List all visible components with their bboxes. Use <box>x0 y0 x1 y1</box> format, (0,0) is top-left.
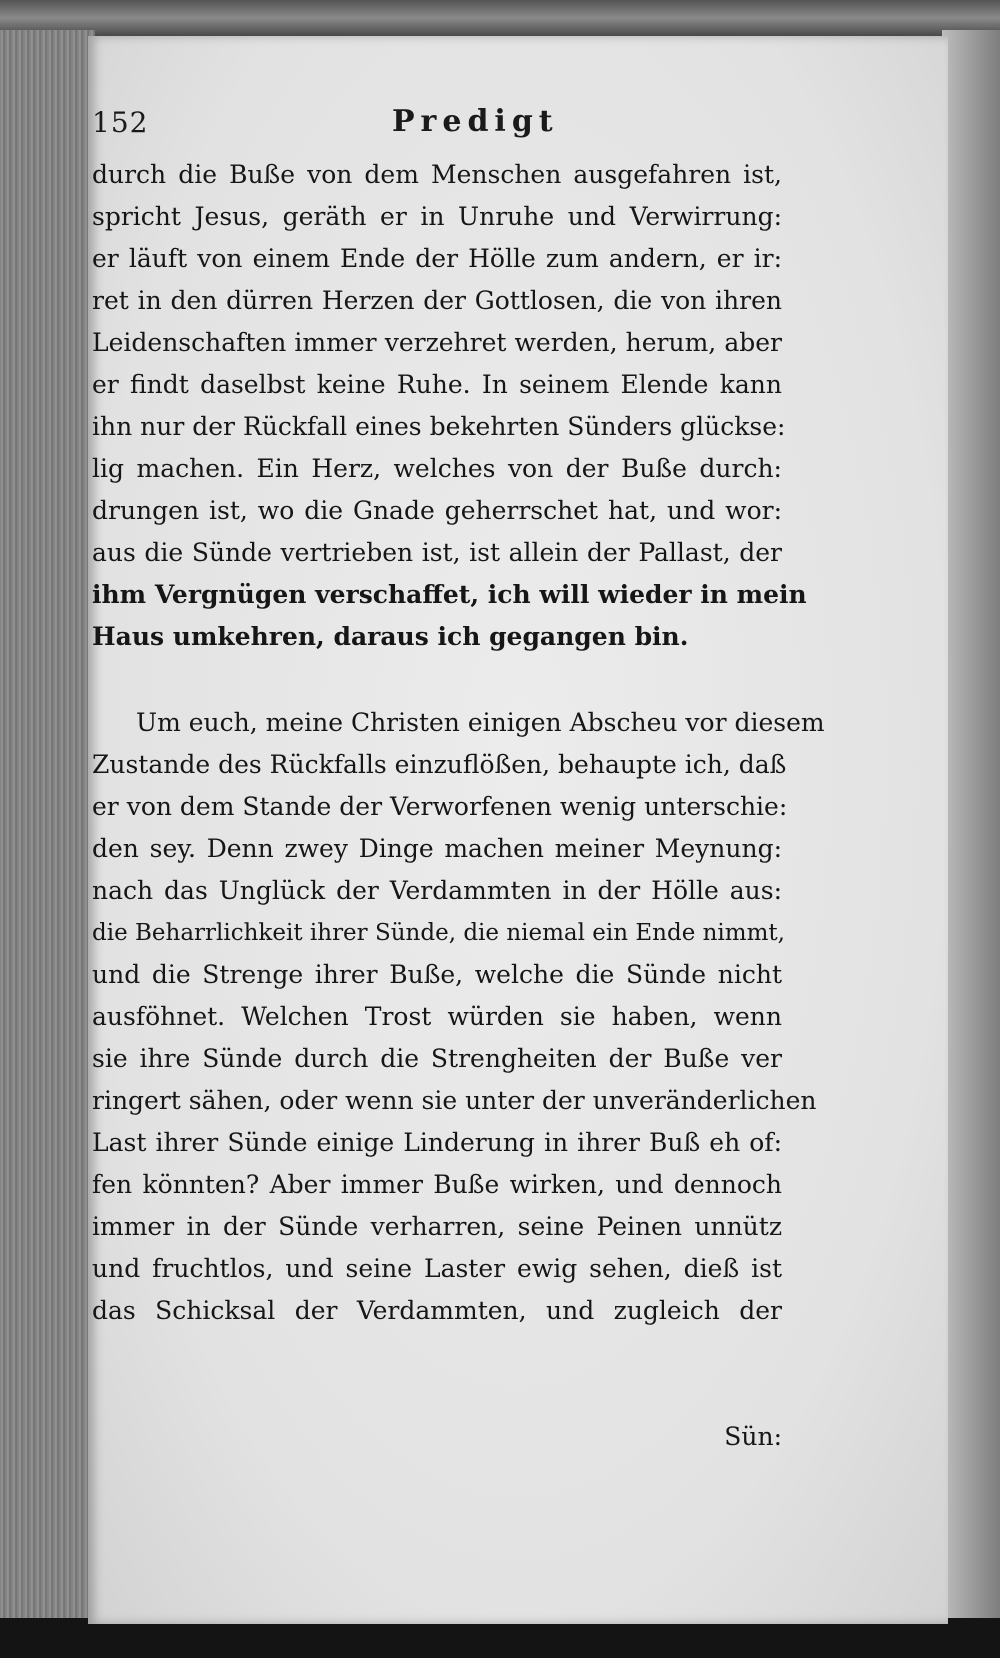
text-line: die Beharrlichkeit ihrer Sünde, die niemal ein Ende nimmt, <box>92 920 785 946</box>
text-line: Leidenschaften immer verzehret werden, herum, aber <box>92 328 782 357</box>
running-head <box>92 86 772 146</box>
text-line: sie ihre Sünde durch die Strengheiten der Buße ver <box>92 1044 782 1073</box>
text-line: er von dem Stande der Verworfenen wenig unterschie: <box>92 792 788 821</box>
scan-background-bottom <box>0 1618 1000 1658</box>
text-line: aus die Sünde vertrieben ist, ist allein der Pallast, der <box>92 538 782 567</box>
text-line: er läuft von einem Ende der Hölle zum andern, er ir: <box>92 244 782 273</box>
text-line: Zustande des Rückfalls einzuflößen, behaupte ich, daß <box>92 750 787 779</box>
text-line: durch die Buße von dem Menschen ausgefahren ist, <box>92 160 782 189</box>
text-line: das Schicksal der Verdammten, und zugleich der <box>92 1296 782 1325</box>
text-line: drungen ist, wo die Gnade geherrschet hat, und wor: <box>92 496 782 525</box>
book-page-stack-right <box>942 30 1000 1630</box>
page-number: 152 <box>92 106 149 139</box>
text-line: ret in den dürren Herzen der Gottlosen, die von ihren <box>92 286 782 315</box>
text-line: und die Strenge ihrer Buße, welche die Sünde nicht <box>92 960 782 989</box>
text-line: er findt daselbst keine Ruhe. In seinem Elende kann <box>92 370 782 399</box>
text-line: und fruchtlos, und seine Laster ewig sehen, dieß ist <box>92 1254 782 1283</box>
catchword: Sün: <box>724 1422 782 1451</box>
text-line: ringert sähen, oder wenn sie unter der unveränderlichen <box>92 1086 817 1115</box>
text-line: lig machen. Ein Herz, welches von der Buße durch: <box>92 454 782 483</box>
book-page-stack-left <box>0 30 95 1630</box>
book-top-edge <box>0 0 1000 40</box>
text-line: ausföhnet. Welchen Trost würden sie haben, wenn <box>92 1002 782 1031</box>
text-line: fen könnten? Aber immer Buße wirken, und dennoch <box>92 1170 782 1199</box>
text-line: immer in der Sünde verharren, seine Peinen unnütz <box>92 1212 782 1241</box>
text-line-emphasis: Haus umkehren, daraus ich gegangen bin. <box>92 622 689 651</box>
text-line: nach das Unglück der Verdammten in der Hölle aus: <box>92 876 782 905</box>
text-line: ihn nur der Rückfall eines bekehrten Sünders glückse: <box>92 412 786 441</box>
body-text <box>92 154 825 1332</box>
text-line: Last ihrer Sünde einige Linderung in ihrer Buß eh of: <box>92 1128 782 1157</box>
text-line-emphasis: ihm Vergnügen verschaffet, ich will wieder in mein <box>92 580 807 609</box>
paragraph-gap <box>92 658 782 702</box>
text-line: spricht Jesus, geräth er in Unruhe und Verwirrung: <box>92 202 782 231</box>
text-line: den sey. Denn zwey Dinge machen meiner Meynung: <box>92 834 782 863</box>
text-line: Um euch, meine Christen einigen Abscheu vor diesem <box>136 708 825 737</box>
header-title: Predigt <box>392 104 559 139</box>
